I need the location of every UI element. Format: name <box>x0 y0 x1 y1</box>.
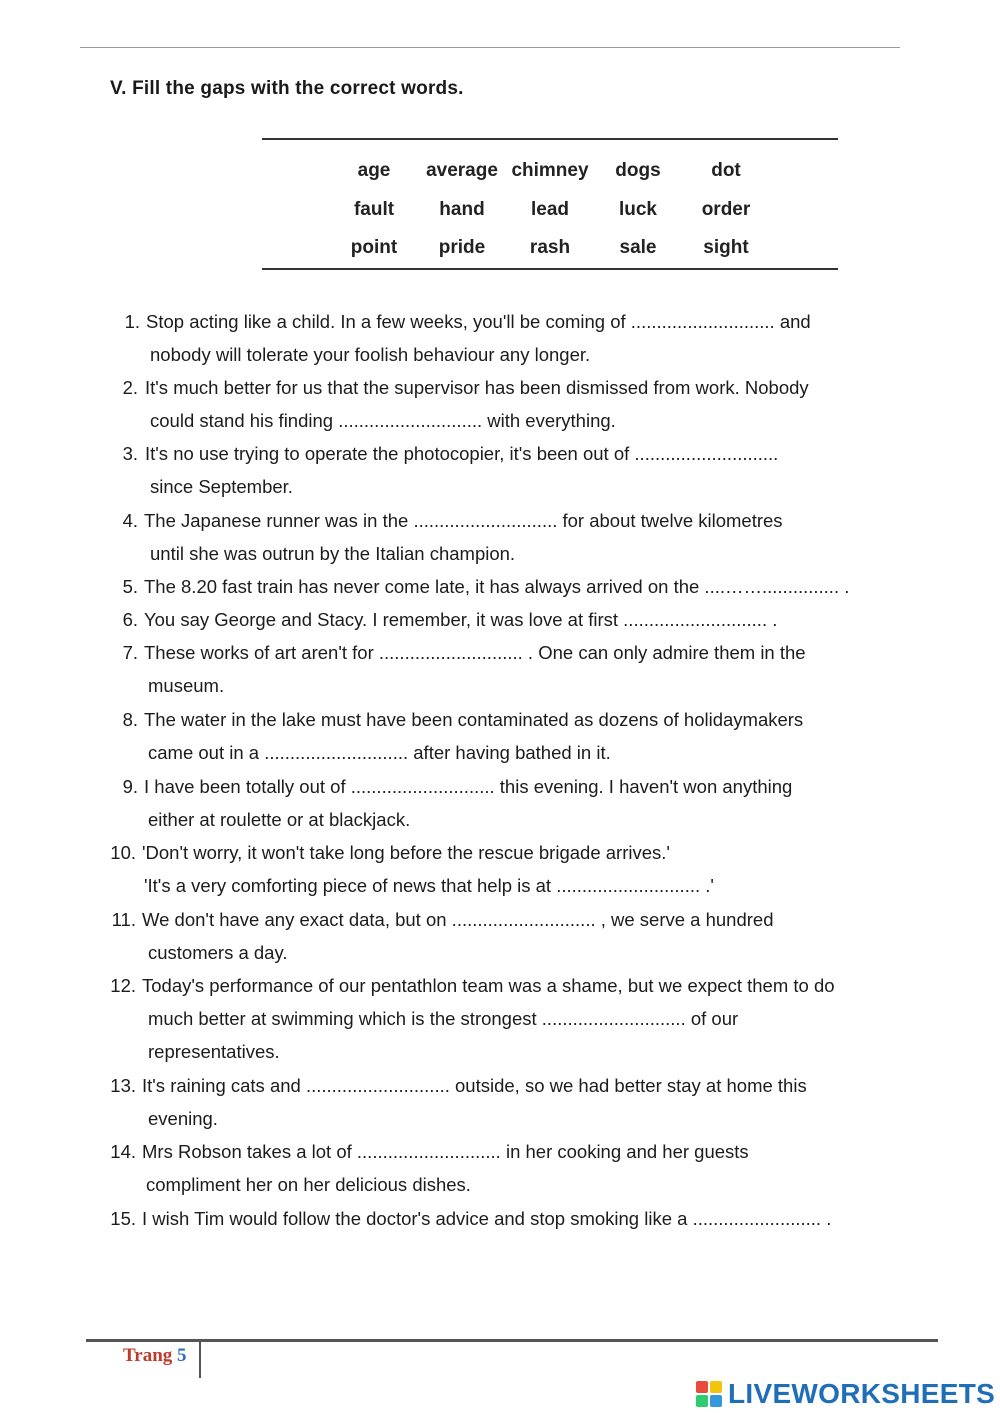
liveworksheets-icon <box>696 1381 722 1407</box>
word-item: luck <box>618 198 658 220</box>
page-footer <box>123 1345 187 1367</box>
question-7 <box>0 636 1000 702</box>
question-8 <box>0 703 1000 769</box>
question-text: nobody will tolerate your foolish behaviour any longer. <box>150 344 591 365</box>
question-text: The water in the lake must have been contaminated as dozens of holidaymakers <box>144 709 804 730</box>
question-text[interactable]: You say George and Stacy. I remember, it was love at first ............................ . <box>144 609 778 630</box>
question-text: museum. <box>148 675 225 696</box>
word-row <box>330 191 770 230</box>
question-text: since September. <box>150 476 293 497</box>
footer-separator <box>199 1342 201 1378</box>
word-item: fault <box>353 198 395 220</box>
question-number: 11. <box>111 909 136 930</box>
question-text[interactable]: I have been totally out of ............................ this evening. I haven't won anything <box>144 776 793 797</box>
word-item: order <box>701 198 751 220</box>
word-item: average <box>426 160 498 182</box>
logo-square <box>710 1381 722 1393</box>
word-item: point <box>350 237 398 259</box>
page-label: Trang <box>123 1345 173 1366</box>
logo-text: LIVEWORKSHEETS <box>728 1378 996 1409</box>
question-text: Today's performance of our pentathlon team was a shame, but we expect them to do <box>142 975 835 996</box>
logo-square <box>710 1395 722 1407</box>
question-4 <box>0 504 1000 570</box>
question-text: representatives. <box>148 1041 280 1062</box>
question-10 <box>0 836 1000 902</box>
question-5 <box>0 570 1000 603</box>
question-number: 4. <box>122 510 138 531</box>
question-text[interactable]: It's raining cats and ............................ outside, so we had better stay at home this <box>142 1075 807 1096</box>
question-12 <box>0 969 1000 1068</box>
question-number: 1. <box>124 311 140 332</box>
question-text[interactable]: It's no use trying to operate the photocopier, it's been out of ............................ <box>145 443 779 464</box>
word-item: age <box>357 160 391 182</box>
question-text[interactable]: These works of art aren't for ............................ . One can only admire them in the <box>144 642 806 663</box>
question-9 <box>0 770 1000 836</box>
question-number: 7. <box>122 642 138 663</box>
word-item: dot <box>711 160 741 182</box>
word-box <box>330 152 770 268</box>
question-number: 14. <box>110 1141 136 1162</box>
question-text[interactable]: much better at swimming which is the strongest ............................ of our <box>148 1008 739 1029</box>
logo-square <box>696 1381 708 1393</box>
question-6 <box>0 603 1000 636</box>
question-text: evening. <box>148 1108 218 1129</box>
question-text[interactable]: We don't have any exact data, but on ............................ , we serve a hundred <box>142 909 774 930</box>
word-row <box>330 229 770 268</box>
page-number: 5 <box>177 1345 187 1366</box>
question-number: 3. <box>122 443 138 464</box>
question-text: customers a day. <box>148 942 288 963</box>
question-text[interactable]: The 8.20 fast train has never come late, it has always arrived on the ....……............... . <box>144 576 850 597</box>
question-2 <box>0 371 1000 437</box>
question-number: 8. <box>122 709 138 730</box>
question-text[interactable]: The Japanese runner was in the ............................ for about twelve kilometres <box>144 510 783 531</box>
question-15 <box>0 1202 1000 1235</box>
question-text[interactable]: Stop acting like a child. In a few weeks, you'll be coming of ............................ and <box>146 311 811 332</box>
word-item: dogs <box>615 160 661 182</box>
question-13 <box>0 1069 1000 1135</box>
word-row <box>330 152 770 191</box>
exercise-heading: V. Fill the gaps with the correct words. <box>110 78 464 99</box>
word-item: rash <box>529 237 571 259</box>
question-number: 12. <box>110 975 136 996</box>
question-number: 15. <box>110 1208 136 1229</box>
word-item: chimney <box>511 160 589 182</box>
question-text[interactable]: could stand his finding ............................ with everything. <box>150 410 616 431</box>
question-text: compliment her on her delicious dishes. <box>146 1174 471 1195</box>
word-item: sale <box>619 237 657 259</box>
question-text[interactable]: 'It's a very comforting piece of news that help is at ............................ .' <box>144 875 714 896</box>
question-14 <box>0 1135 1000 1201</box>
question-11 <box>0 903 1000 969</box>
question-text[interactable]: came out in a ............................ after having bathed in it. <box>148 742 611 763</box>
question-text: either at roulette or at blackjack. <box>148 809 411 830</box>
question-text[interactable]: Mrs Robson takes a lot of ............................ in her cooking and her guests <box>142 1141 749 1162</box>
question-number: 9. <box>122 776 138 797</box>
question-text: 'Don't worry, it won't take long before the rescue brigade arrives.' <box>142 842 670 863</box>
logo-square <box>696 1395 708 1407</box>
footer-divider <box>86 1339 938 1342</box>
word-item: pride <box>438 237 486 259</box>
question-number: 2. <box>122 377 138 398</box>
top-divider <box>80 47 900 48</box>
word-item: sight <box>703 237 749 259</box>
question-1 <box>0 305 1000 371</box>
question-number: 13. <box>110 1075 136 1096</box>
question-text: It's much better for us that the supervisor has been dismissed from work. Nobody <box>145 377 809 398</box>
question-text[interactable]: I wish Tim would follow the doctor's advice and stop smoking like a ......................... . <box>142 1208 832 1229</box>
liveworksheets-logo[interactable] <box>696 1378 995 1410</box>
question-text: until she was outrun by the Italian champion. <box>150 543 516 564</box>
word-item: hand <box>439 198 485 220</box>
question-3 <box>0 437 1000 503</box>
word-item: lead <box>530 198 570 220</box>
word-box-top-rule <box>262 138 838 140</box>
question-number: 6. <box>122 609 138 630</box>
word-box-bottom-rule <box>262 268 838 270</box>
question-number: 5. <box>122 576 138 597</box>
question-number: 10. <box>110 842 136 863</box>
